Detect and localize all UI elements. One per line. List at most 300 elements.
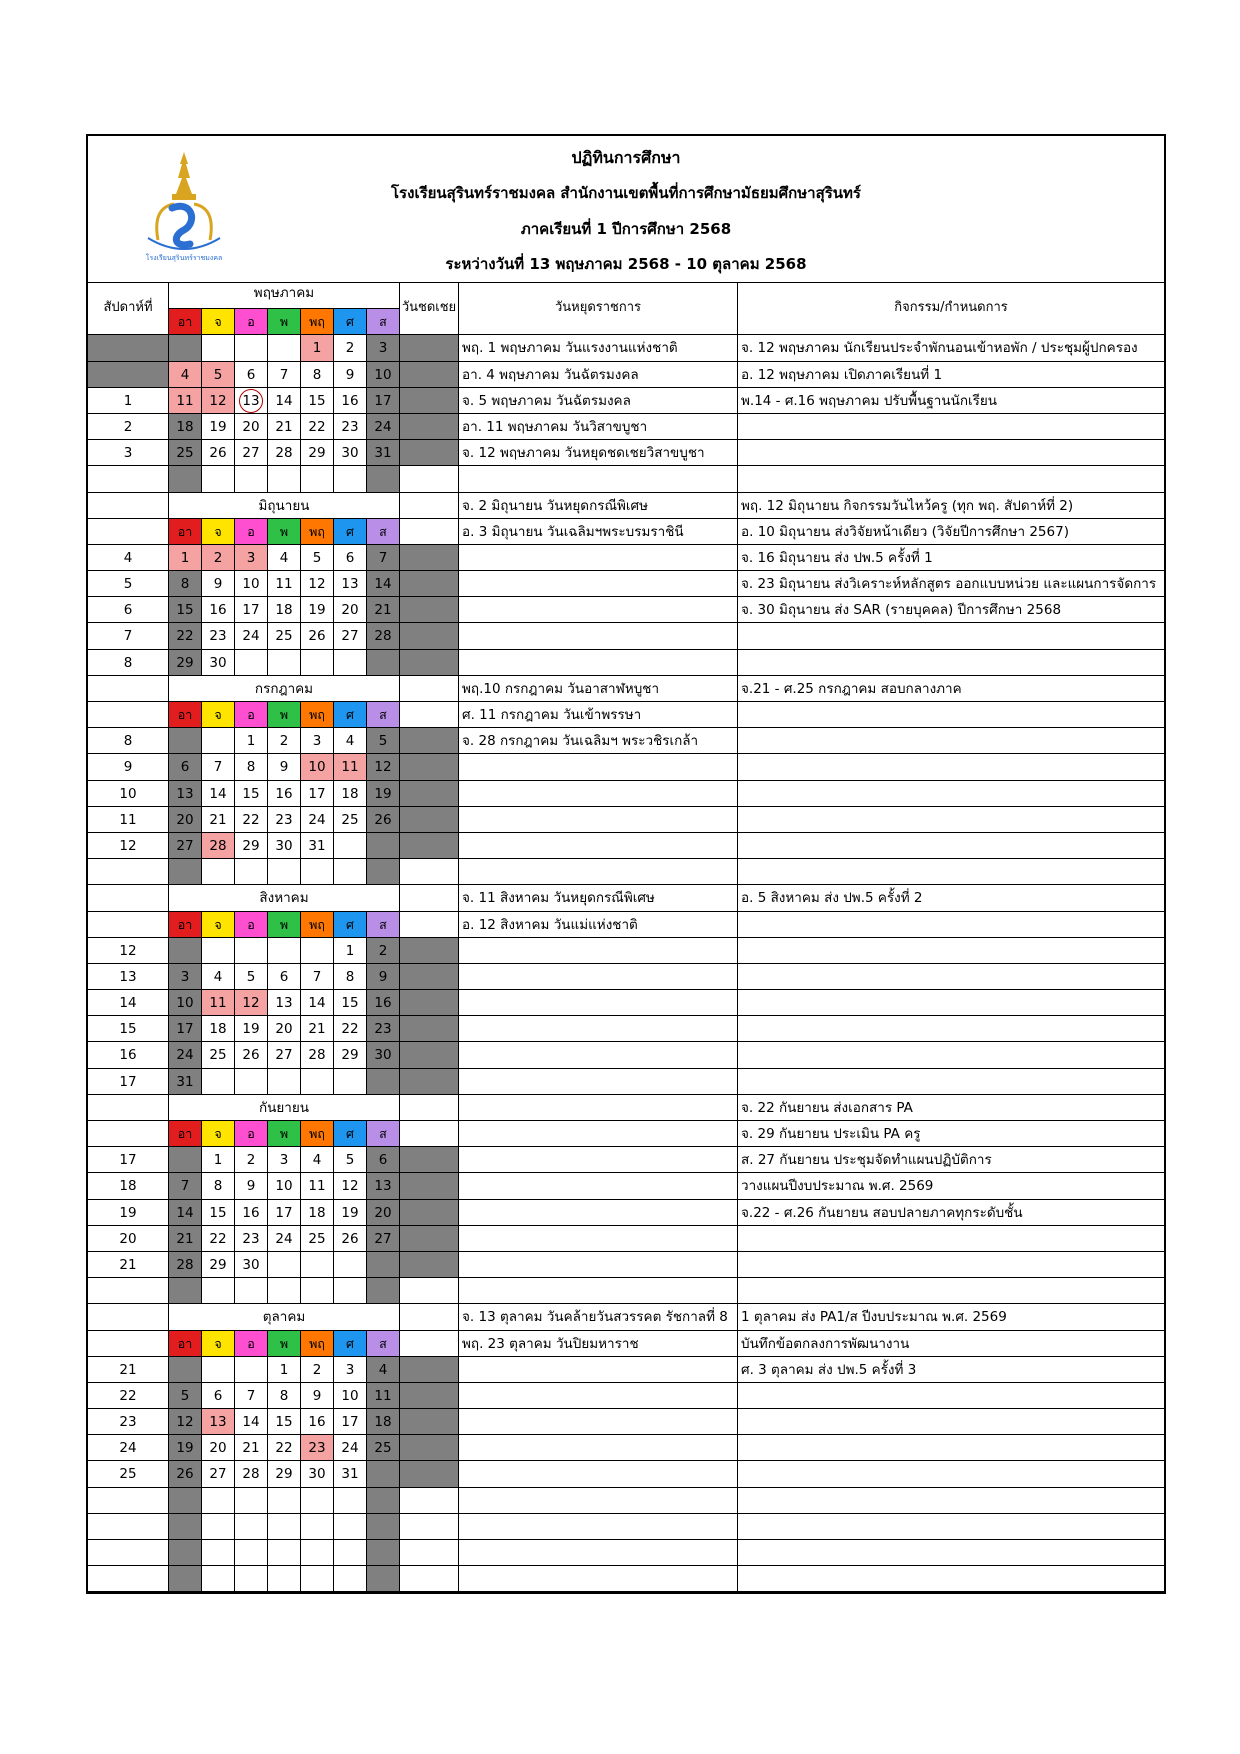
day-header-6: ส: [367, 1121, 400, 1147]
week-number: 12: [88, 938, 169, 964]
date-cell: 13: [202, 1409, 235, 1435]
date-cell: [268, 466, 301, 492]
date-cell: [235, 1069, 268, 1095]
week-cell: [88, 885, 169, 911]
date-cell: 8: [301, 362, 334, 388]
exempt-cell: [400, 676, 459, 702]
holiday-text: ศ. 11 กรกฎาคม วันเข้าพรรษา: [459, 702, 738, 728]
date-cell: [169, 466, 202, 492]
exempt-cell: [400, 1304, 459, 1330]
exempt-cell: [400, 1147, 459, 1173]
week-number: 2: [88, 414, 169, 440]
holiday-text: [459, 650, 738, 676]
exempt-cell: [400, 728, 459, 754]
exempt-cell: [400, 1514, 459, 1540]
activity-text: [738, 623, 1164, 649]
date-cell: 2: [334, 335, 367, 361]
date-cell: 12: [169, 1409, 202, 1435]
exempt-cell: [400, 623, 459, 649]
activity-text: ส. 27 กันยายน ประชุมจัดทำแผนปฏิบัติการ: [738, 1147, 1164, 1173]
date-cell: [301, 1069, 334, 1095]
activity-text: [738, 938, 1164, 964]
date-cell: 12: [367, 754, 400, 780]
date-cell: [268, 1514, 301, 1540]
exempt-cell: [400, 493, 459, 519]
activity-text: [738, 964, 1164, 990]
exempt-cell: [400, 388, 459, 414]
date-cell: [202, 1488, 235, 1514]
exempt-cell: [400, 938, 459, 964]
activity-text: [738, 728, 1164, 754]
day-header-2: อ: [235, 912, 268, 938]
date-cell: [301, 1488, 334, 1514]
date-cell: [202, 1566, 235, 1592]
week-number: 6: [88, 597, 169, 623]
date-cell: 26: [334, 1226, 367, 1252]
date-cell: 17: [301, 781, 334, 807]
holiday-text: พฤ.10 กรกฎาคม วันอาสาฬหบูชา: [459, 676, 738, 702]
day-header-6: ส: [367, 702, 400, 728]
day-header-0: อา: [169, 1331, 202, 1357]
calendar-grid: [88, 283, 1164, 1592]
week-number: 18: [88, 1173, 169, 1199]
week-number: 8: [88, 650, 169, 676]
date-cell: 30: [334, 440, 367, 466]
activity-text: จ. 16 มิถุนายน ส่ง ปพ.5 ครั้งที่ 1: [738, 545, 1164, 571]
date-cell: [301, 650, 334, 676]
holiday-text: [459, 1069, 738, 1095]
exempt-cell: [400, 833, 459, 859]
day-header-2: อ: [235, 309, 268, 335]
date-cell: [235, 938, 268, 964]
date-cell: 19: [235, 1016, 268, 1042]
calendar-sheet: [86, 134, 1166, 1594]
date-cell: [367, 1069, 400, 1095]
exempt-cell: [400, 1200, 459, 1226]
date-cell: 2: [202, 545, 235, 571]
holiday-text: [459, 1540, 738, 1566]
activity-text: [738, 1278, 1164, 1304]
activity-text: [738, 1461, 1164, 1487]
day-header-3: พ: [268, 1331, 301, 1357]
date-cell: [169, 1147, 202, 1173]
date-cell: [367, 859, 400, 885]
date-cell: 6: [334, 545, 367, 571]
exempt-cell: [400, 571, 459, 597]
holiday-text: [459, 1357, 738, 1383]
holiday-text: อา. 11 พฤษภาคม วันวิสาขบูชา: [459, 414, 738, 440]
activity-text: จ.21 - ศ.25 กรกฎาคม สอบกลางภาค: [738, 676, 1164, 702]
date-cell: 6: [268, 964, 301, 990]
exempt-cell: [400, 1095, 459, 1121]
activity-text: [738, 807, 1164, 833]
exempt-cell: [400, 1357, 459, 1383]
activity-text: [738, 781, 1164, 807]
date-cell: 29: [268, 1461, 301, 1487]
activity-text: [738, 1488, 1164, 1514]
date-cell: [235, 1357, 268, 1383]
activity-text: จ. 30 มิถุนายน ส่ง SAR (รายบุคคล) ปีการศึกษา 2568: [738, 597, 1164, 623]
date-cell: [334, 1278, 367, 1304]
day-header-1: จ: [202, 1121, 235, 1147]
date-cell: 1: [235, 728, 268, 754]
date-cell: 3: [169, 964, 202, 990]
date-cell: 21: [169, 1226, 202, 1252]
date-cell: [235, 1514, 268, 1540]
activity-text: 1 ตุลาคม ส่ง PA1/ส ปีงบประมาณ พ.ศ. 2569: [738, 1304, 1164, 1330]
exempt-cell: [400, 1121, 459, 1147]
date-cell: 11: [202, 990, 235, 1016]
date-cell: 20: [367, 1200, 400, 1226]
date-cell: [334, 1252, 367, 1278]
date-cell: 16: [235, 1200, 268, 1226]
date-cell: [169, 1566, 202, 1592]
activity-text: จ. 12 พฤษภาคม นักเรียนประจำพักนอนเข้าหอพัก / ประชุมผู้ปกครอง: [738, 335, 1164, 361]
day-header-6: ส: [367, 309, 400, 335]
date-cell: 29: [169, 650, 202, 676]
date-cell: 4: [334, 728, 367, 754]
activity-text: [738, 1409, 1164, 1435]
exempt-cell: [400, 990, 459, 1016]
date-cell: 18: [169, 414, 202, 440]
week-cell: [88, 1095, 169, 1121]
week-number: 11: [88, 807, 169, 833]
date-cell: [301, 1514, 334, 1540]
holidays-column-header: วันหยุดราชการ: [459, 283, 738, 335]
month-label: ตุลาคม: [169, 1304, 400, 1330]
date-cell: 14: [367, 571, 400, 597]
date-cell: 22: [235, 807, 268, 833]
date-cell: [169, 1278, 202, 1304]
week-cell: [88, 1488, 169, 1514]
date-cell: 24: [268, 1226, 301, 1252]
exempt-cell: [400, 1069, 459, 1095]
date-cell: 8: [169, 571, 202, 597]
date-cell: 5: [235, 964, 268, 990]
date-cell: [334, 859, 367, 885]
activity-text: อ. 5 สิงหาคม ส่ง ปพ.5 ครั้งที่ 2: [738, 885, 1164, 911]
date-cell: 12: [334, 1173, 367, 1199]
date-cell: 16: [202, 597, 235, 623]
date-cell: 19: [301, 597, 334, 623]
date-cell: 16: [334, 388, 367, 414]
date-cell: 26: [301, 623, 334, 649]
holiday-text: อ. 12 สิงหาคม วันแม่แห่งชาติ: [459, 912, 738, 938]
date-cell: 21: [202, 807, 235, 833]
date-cell: [169, 1540, 202, 1566]
week-number: 25: [88, 1461, 169, 1487]
day-header-2: อ: [235, 519, 268, 545]
activity-text: จ. 23 มิถุนายน ส่งวิเคราะห์หลักสูตร ออกแบบหน่วย และแผนการจัดการ: [738, 571, 1164, 597]
activity-text: [738, 466, 1164, 492]
date-cell: 4: [367, 1357, 400, 1383]
date-cell: 13: [334, 571, 367, 597]
date-cell: 17: [367, 388, 400, 414]
holiday-text: [459, 1409, 738, 1435]
week-cell: [88, 466, 169, 492]
activity-text: [738, 1069, 1164, 1095]
exempt-cell: [400, 1566, 459, 1592]
week-number: 12: [88, 833, 169, 859]
date-cell: 2: [268, 728, 301, 754]
week-cell: [88, 859, 169, 885]
date-cell: [367, 1566, 400, 1592]
activity-text: พฤ. 12 มิถุนายน กิจกรรมวันไหว้ครู (ทุก พฤ. สัปดาห์ที่ 2): [738, 493, 1164, 519]
week-number: 3: [88, 440, 169, 466]
date-cell: 18: [268, 597, 301, 623]
date-cell: 16: [268, 781, 301, 807]
date-cell: [202, 1540, 235, 1566]
activity-text: บันทึกข้อตกลงการพัฒนางาน: [738, 1331, 1164, 1357]
date-cell: 3: [301, 728, 334, 754]
date-cell: 29: [202, 1252, 235, 1278]
day-header-0: อา: [169, 702, 202, 728]
date-cell: 30: [202, 650, 235, 676]
date-cell: [268, 1488, 301, 1514]
day-header-3: พ: [268, 309, 301, 335]
week-cell: [88, 702, 169, 728]
holiday-text: [459, 1042, 738, 1068]
exempt-cell: [400, 702, 459, 728]
date-cell: [169, 728, 202, 754]
exempt-cell: [400, 1331, 459, 1357]
date-cell: 4: [202, 964, 235, 990]
exempt-cell: [400, 1016, 459, 1042]
holiday-text: [459, 571, 738, 597]
date-cell: [169, 1514, 202, 1540]
day-header-4: พฤ: [301, 309, 334, 335]
week-number: 22: [88, 1383, 169, 1409]
exempt-column-header: วันชดเชย: [400, 283, 459, 335]
week-number: 21: [88, 1357, 169, 1383]
date-cell: 6: [169, 754, 202, 780]
date-cell: [334, 1566, 367, 1592]
date-cell: 10: [301, 754, 334, 780]
date-cell: 27: [202, 1461, 235, 1487]
exempt-cell: [400, 885, 459, 911]
day-header-6: ส: [367, 1331, 400, 1357]
holiday-text: [459, 1435, 738, 1461]
week-number: 5: [88, 571, 169, 597]
week-number: 24: [88, 1435, 169, 1461]
day-header-2: อ: [235, 702, 268, 728]
date-cell: 6: [367, 1147, 400, 1173]
date-cell: 26: [169, 1461, 202, 1487]
date-cell: 1: [301, 335, 334, 361]
holiday-text: [459, 597, 738, 623]
date-cell: 11: [367, 1383, 400, 1409]
day-header-5: ศ: [334, 309, 367, 335]
school-name: โรงเรียนสุรินทร์ราชมงคล สำนักงานเขตพื้นที่การศึกษามัธยมศึกษาสุรินทร์: [391, 184, 861, 202]
holiday-text: จ. 2 มิถุนายน วันหยุดกรณีพิเศษ: [459, 493, 738, 519]
date-cell: 8: [268, 1383, 301, 1409]
activity-text: จ. 29 กันยายน ประเมิน PA ครู: [738, 1121, 1164, 1147]
date-range: ระหว่างวันที่ 13 พฤษภาคม 2568 - 10 ตุลาคม 2568: [445, 255, 807, 273]
date-cell: 28: [268, 440, 301, 466]
activity-text: [738, 912, 1164, 938]
date-cell: 5: [367, 728, 400, 754]
date-cell: [268, 650, 301, 676]
activity-text: [738, 1252, 1164, 1278]
date-cell: 1: [202, 1147, 235, 1173]
date-cell: [367, 1252, 400, 1278]
holiday-text: [459, 1488, 738, 1514]
exempt-cell: [400, 912, 459, 938]
date-cell: [202, 335, 235, 361]
date-cell: 14: [202, 781, 235, 807]
date-cell: [169, 859, 202, 885]
date-cell: [367, 1540, 400, 1566]
activity-text: [738, 1435, 1164, 1461]
holiday-text: [459, 1514, 738, 1540]
activity-text: [738, 440, 1164, 466]
day-header-1: จ: [202, 1331, 235, 1357]
date-cell: [235, 388, 268, 414]
date-cell: 25: [202, 1042, 235, 1068]
date-cell: 17: [169, 1016, 202, 1042]
date-cell: 13: [169, 781, 202, 807]
exempt-cell: [400, 1383, 459, 1409]
day-header-5: ศ: [334, 1121, 367, 1147]
month-label: สิงหาคม: [169, 885, 400, 911]
date-cell: 19: [202, 414, 235, 440]
holiday-text: อ. 3 มิถุนายน วันเฉลิมฯพระบรมราชินี: [459, 519, 738, 545]
date-cell: [268, 1278, 301, 1304]
exempt-cell: [400, 1409, 459, 1435]
date-cell: [169, 938, 202, 964]
day-header-1: จ: [202, 702, 235, 728]
holiday-text: [459, 964, 738, 990]
holiday-text: [459, 990, 738, 1016]
date-cell: 23: [334, 414, 367, 440]
document-title: ปฏิทินการศึกษา: [571, 148, 681, 167]
date-cell: [334, 1514, 367, 1540]
date-cell: 24: [169, 1042, 202, 1068]
date-cell: 22: [169, 623, 202, 649]
date-cell: 25: [301, 1226, 334, 1252]
date-cell: 15: [169, 597, 202, 623]
holiday-text: [459, 623, 738, 649]
date-cell: 23: [202, 623, 235, 649]
date-cell: [268, 1069, 301, 1095]
date-cell: 14: [169, 1200, 202, 1226]
date-cell: 7: [235, 1383, 268, 1409]
date-cell: 23: [301, 1435, 334, 1461]
date-cell: [202, 728, 235, 754]
holiday-text: จ. 5 พฤษภาคม วันฉัตรมงคล: [459, 388, 738, 414]
date-cell: 9: [301, 1383, 334, 1409]
day-header-4: พฤ: [301, 1331, 334, 1357]
date-cell: 15: [202, 1200, 235, 1226]
week-number: 15: [88, 1016, 169, 1042]
week-number: 16: [88, 1042, 169, 1068]
date-cell: 30: [367, 1042, 400, 1068]
day-header-4: พฤ: [301, 519, 334, 545]
date-cell: 1: [334, 938, 367, 964]
activity-text: ศ. 3 ตุลาคม ส่ง ปพ.5 ครั้งที่ 3: [738, 1357, 1164, 1383]
activity-text: [738, 859, 1164, 885]
date-cell: 24: [367, 414, 400, 440]
date-cell: 27: [334, 623, 367, 649]
date-cell: 24: [235, 623, 268, 649]
date-cell: [235, 1540, 268, 1566]
activity-text: [738, 1566, 1164, 1592]
date-cell: [202, 466, 235, 492]
date-cell: 13: [367, 1173, 400, 1199]
exempt-cell: [400, 1540, 459, 1566]
date-cell: 21: [367, 597, 400, 623]
date-cell: 18: [334, 781, 367, 807]
date-cell: [301, 1566, 334, 1592]
date-cell: [235, 650, 268, 676]
date-cell: 28: [301, 1042, 334, 1068]
date-cell: 14: [268, 388, 301, 414]
holiday-text: [459, 545, 738, 571]
day-header-2: อ: [235, 1331, 268, 1357]
activity-text: [738, 414, 1164, 440]
date-cell: 3: [367, 335, 400, 361]
holiday-text: [459, 1173, 738, 1199]
holiday-text: [459, 1566, 738, 1592]
date-cell: 21: [301, 1016, 334, 1042]
exempt-cell: [400, 1435, 459, 1461]
exempt-cell: [400, 1042, 459, 1068]
date-cell: 20: [268, 1016, 301, 1042]
today-circle: 13: [239, 389, 263, 413]
date-cell: 10: [334, 1383, 367, 1409]
date-cell: 5: [334, 1147, 367, 1173]
exempt-cell: [400, 414, 459, 440]
date-cell: 11: [301, 1173, 334, 1199]
holiday-text: [459, 1016, 738, 1042]
week-cell: [88, 1331, 169, 1357]
day-header-3: พ: [268, 912, 301, 938]
activity-text: [738, 650, 1164, 676]
date-cell: [301, 466, 334, 492]
exempt-cell: [400, 964, 459, 990]
day-header-6: ส: [367, 912, 400, 938]
date-cell: [235, 859, 268, 885]
exempt-cell: [400, 650, 459, 676]
date-cell: 1: [169, 545, 202, 571]
week-cell: [88, 519, 169, 545]
date-cell: 29: [235, 833, 268, 859]
date-cell: [301, 1540, 334, 1566]
date-cell: 10: [235, 571, 268, 597]
date-cell: 5: [169, 1383, 202, 1409]
date-cell: [268, 335, 301, 361]
holiday-text: [459, 833, 738, 859]
activity-text: จ.22 - ศ.26 กันยายน สอบปลายภาคทุกระดับชั้น: [738, 1200, 1164, 1226]
holiday-text: พฤ. 1 พฤษภาคม วันแรงงานแห่งชาติ: [459, 335, 738, 361]
holiday-text: อา. 4 พฤษภาคม วันฉัตรมงคล: [459, 362, 738, 388]
week-number: 19: [88, 1200, 169, 1226]
date-cell: [367, 1514, 400, 1540]
date-cell: 28: [169, 1252, 202, 1278]
date-cell: 28: [202, 833, 235, 859]
date-cell: [367, 1461, 400, 1487]
activity-text: [738, 1016, 1164, 1042]
month-label: มิถุนายน: [169, 493, 400, 519]
calendar-header: [88, 136, 1164, 283]
date-cell: [268, 1566, 301, 1592]
week-number: 10: [88, 781, 169, 807]
date-cell: 27: [367, 1226, 400, 1252]
holiday-text: จ. 28 กรกฎาคม วันเฉลิมฯ พระวชิรเกล้า: [459, 728, 738, 754]
holiday-text: [459, 1147, 738, 1173]
activity-text: [738, 754, 1164, 780]
activity-text: อ. 12 พฤษภาคม เปิดภาคเรียนที่ 1: [738, 362, 1164, 388]
